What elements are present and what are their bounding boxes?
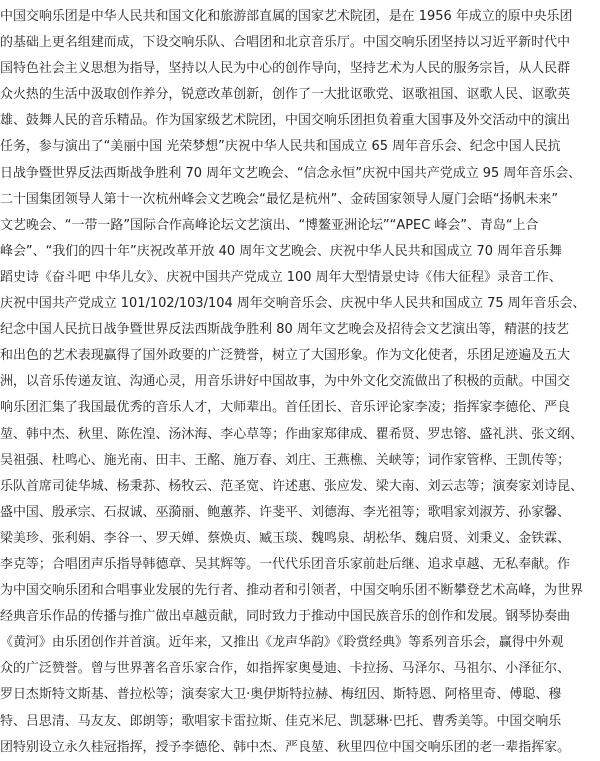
text-line: 梁美珍、张利娟、李谷一、罗天婵、蔡焕贞、臧玉琰、魏鸣泉、胡松华、魏启贤、刘秉义、金铁霖、 (0, 530, 571, 546)
text-line: 日战争暨世界反法西斯战争胜利 70 周年文艺晚会、“信念永恒”庆祝中国共产党成立 95 周年音乐会、 (0, 165, 582, 181)
text-line: 堃、韩中杰、秋里、陈佐湟、汤沐海、李心草等；作曲家郑律成、瞿希贤、罗忠镕、盛礼洪、张文纲、 (0, 426, 584, 442)
text-line: 吴祖强、杜鸣心、施光南、田丰、王酩、施万春、刘庄、王燕樵、关峡等；词作家管桦、王凯传等； (0, 452, 571, 468)
text-line: 雄、鼓舞人民的音乐精品。作为国家级艺术院团，中国交响乐团担负着重大国事及外交活动中的演出 (0, 113, 571, 129)
text-line: 经典音乐作品的传播与推广做出卓越贡献，同时致力于推动中国民族音乐的创作和发展。钢琴协奏曲 (0, 609, 571, 625)
text-line: 李克等；合唱团声乐指导韩德章、吴其辉等。一代代乐团音乐家前赴后继、追求卓越、无私奉献。作 (0, 556, 571, 572)
text-line: 《黄河》由乐团创作并首演。近年来，又推出《龙声华韵》《聆赏经典》等系列音乐会，赢得中外观 (0, 635, 564, 651)
text-line: 盛中国、殷承宗、石叔诚、巫漪丽、鲍蕙荞、许斐平、刘德海、李光祖等；歌唱家刘淑芳、孙家馨、 (0, 504, 571, 520)
text-line: 任务，参与演出了“美丽中国 光荣梦想”庆祝中华人民共和国成立 65 周年音乐会、纪念中国人民抗 (0, 139, 561, 155)
text-line: 团特别设立永久桂冠指挥，授予李德伦、韩中杰、严良堃、秋里四位中国交响乐团的老一辈指挥家。 (0, 739, 571, 755)
text-line: 的基础上更名组建而成，下设交响乐队、合唱团和北京音乐厅。中国交响乐团坚持以习近平新时代中 (0, 35, 571, 51)
text-line: 罗日杰斯特文斯基、普拉松等；演奏家大卫·奥伊斯特拉赫、梅纽因、斯特恩、阿格里奇、傅聪、穆 (0, 687, 562, 703)
text-line: 纪念中国人民抗日战争暨世界反法西斯战争胜利 80 周年文艺晚会及招待会文艺演出等，精湛的技艺 (0, 322, 569, 338)
text-line: 峰会”、“我们的四十年”庆祝改革开放 40 周年文艺晚会、庆祝中华人民共和国成立 70 周年音乐舞 (0, 243, 562, 259)
text-line: 和出色的艺术表现赢得了国外政要的广泛赞誉，树立了大国形象。作为文化使者，乐团足迹遍及五大 (0, 348, 571, 364)
text-line: 蹈史诗《奋斗吧 中华儿女》、庆祝中国共产党成立 100 周年大型情景史诗《伟大征程》录音工作、 (0, 269, 562, 285)
text-line: 中国交响乐团是中华人民共和国文化和旅游部直属的国家艺术院团，是在 1956 年成立的原中央乐团 (0, 9, 573, 24)
text-line: 众的广泛赞誉。曾与世界著名音乐家合作，如指挥家奥曼迪、卡拉扬、马泽尔、马祖尔、小泽征尔、 (0, 661, 571, 677)
text-line: 响乐团汇集了我国最优秀的音乐人才，大师辈出。首任团长、音乐评论家李凌；指挥家李德伦、严良 (0, 400, 571, 416)
text-line: 为中国交响乐团和合唱事业发展的先行者、推动者和引领者，中国交响乐团不断攀登艺术高峰，为世界 (0, 583, 584, 599)
text-line: 乐队首席司徒华城、杨秉荪、杨牧云、范圣宽、许述惠、张应发、梁大南、刘云志等；演奏家刘诗昆、 (0, 478, 584, 494)
orchestra-introduction-text (0, 4, 600, 761)
text-line: 特、吕思清、马友友、郎朗等；歌唱家卡雷拉斯、佳克米尼、凯瑟琳·巴托、曹秀美等。中国交响乐 (0, 713, 562, 729)
text-line: 国特色社会主义思想为指导，坚持以人民为中心的创作导向，坚持艺术为人民的服务宗旨，从人民群 (0, 61, 571, 77)
text-line: 文艺晚会、“一带一路”国际合作高峰论坛文艺演出、“博鳌亚洲论坛”“APEC 峰会”、青岛“上合 (0, 217, 539, 233)
text-line: 二十国集团领导人第十一次杭州峰会文艺晚会“最忆是杭州”、金砖国家领导人厦门会晤“扬帆未来” (0, 191, 559, 207)
text-line: 洲，以音乐传递友谊、沟通心灵，用音乐讲好中国故事，为中外文化交流做出了积极的贡献。中国交 (0, 374, 571, 390)
text-line: 众火热的生活中汲取创作养分，锐意改革创新，创作了一大批讴歌党、讴歌祖国、讴歌人民、讴歌英 (0, 87, 571, 103)
text-line: 庆祝中国共产党成立 101/102/103/104 周年交响音乐会、庆祝中华人民共和国成立 75 周年音乐会、 (0, 296, 586, 312)
